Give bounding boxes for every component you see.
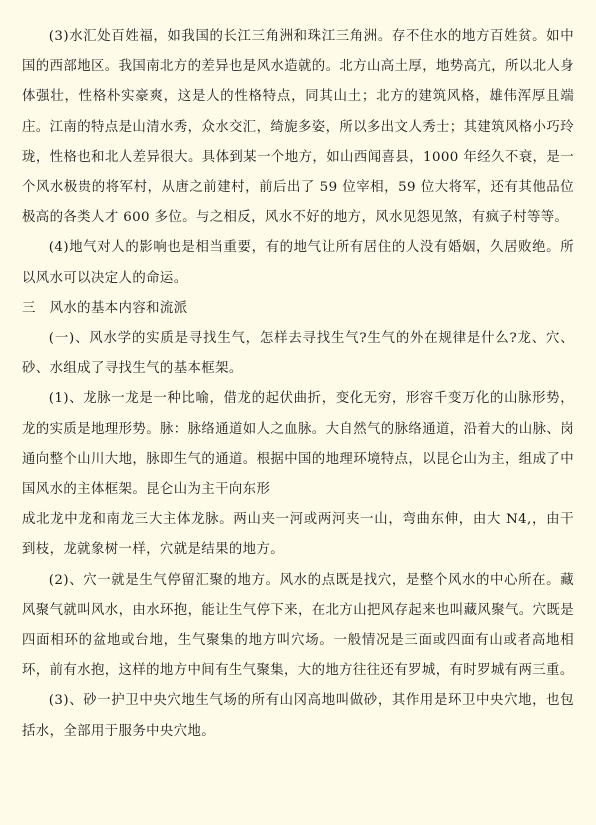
paragraph-sand: (3)、砂一护卫中央穴地生气场的所有山冈高地叫做砂，其作用是环卫中央穴地，也包括水，全部用于服务中央穴地。 <box>22 693 574 739</box>
section-heading: 三 风水的基本内容和流派 <box>22 300 188 316</box>
paragraph-earth-qi: (4)地气对人的影响也是相当重要，有的地气让所有居住的人没有婚姻，久居败绝。所以风水可以决定人的命运。 <box>22 240 574 286</box>
paragraph-dragon-vein: (1)、龙脉一龙是一种比喻，借龙的起伏曲折，变化无穷，形容千变万化的山脉形势，龙的实质是地理形势。脉：脉络通道如人之血脉。大自然气的脉络通道，沿着大的山脉、岗通向整个山川大地，脉即生气的通道。根据中国的地理环境特点，以昆仑山为主，组成了中国风水的主体框架。昆仑山为主干向东形 <box>22 391 574 498</box>
paragraph-essence-of-fengshui: (一)、风水学的实质是寻找生气，怎样去寻找生气?生气的外在规律是什么?龙、穴、砂、水组成了寻找生气的基本框架。 <box>22 331 574 377</box>
paragraph-water-convergence: (3)水汇处百姓福，如我国的长江三角洲和珠江三角洲。存不住水的地方百姓贫。如中国的西部地区。我国南北方的差异也是风水造就的。北方山高土厚，地势高亢，所以北人身体强壮，性格朴实豪爽，这是人的性格特点，同其山土；北方的建筑风格，雄伟浑厚且端庄。江南的特点是山清水秀，众水交汇，绮旎多姿，所以多出文人秀士；其建筑风格小巧玲珑，性格也和北人差异很大。具体到某一个地方，如山西闻喜县，1000 年经久不衰，是一个风水极贵的将军村，从唐之前建村，前后出了 59 位宰相，59 位大将军，还有其他品位极高的各类人才 600 多位。与之相反，风水不好的地方，风水见怨见煞，有疯子村等等。 <box>22 29 574 226</box>
paragraph-dragon-vein-continued: 成北龙中龙和南龙三大主体龙脉。两山夹一河或两河夹一山，弯曲东伸，由大 N4,，由干到枝，龙就象树一样，穴就是结果的地方。 <box>22 512 574 558</box>
paragraph-acupoint: (2)、穴一就是生气停留汇聚的地方。风水的点既是找穴，是整个风水的中心所在。藏风聚气就叫风水，由水环抱，能让生气停下来，在北方山把风存起来也叫藏风聚气。穴既是四面相环的盆地或台地，生气聚集的地方叫穴场。一般情况是三面或四面有山或者高地相环，前有水抱，这样的地方中间有生气聚集，大的地方往往还有罗城，有时罗城有两三重。 <box>22 572 574 679</box>
